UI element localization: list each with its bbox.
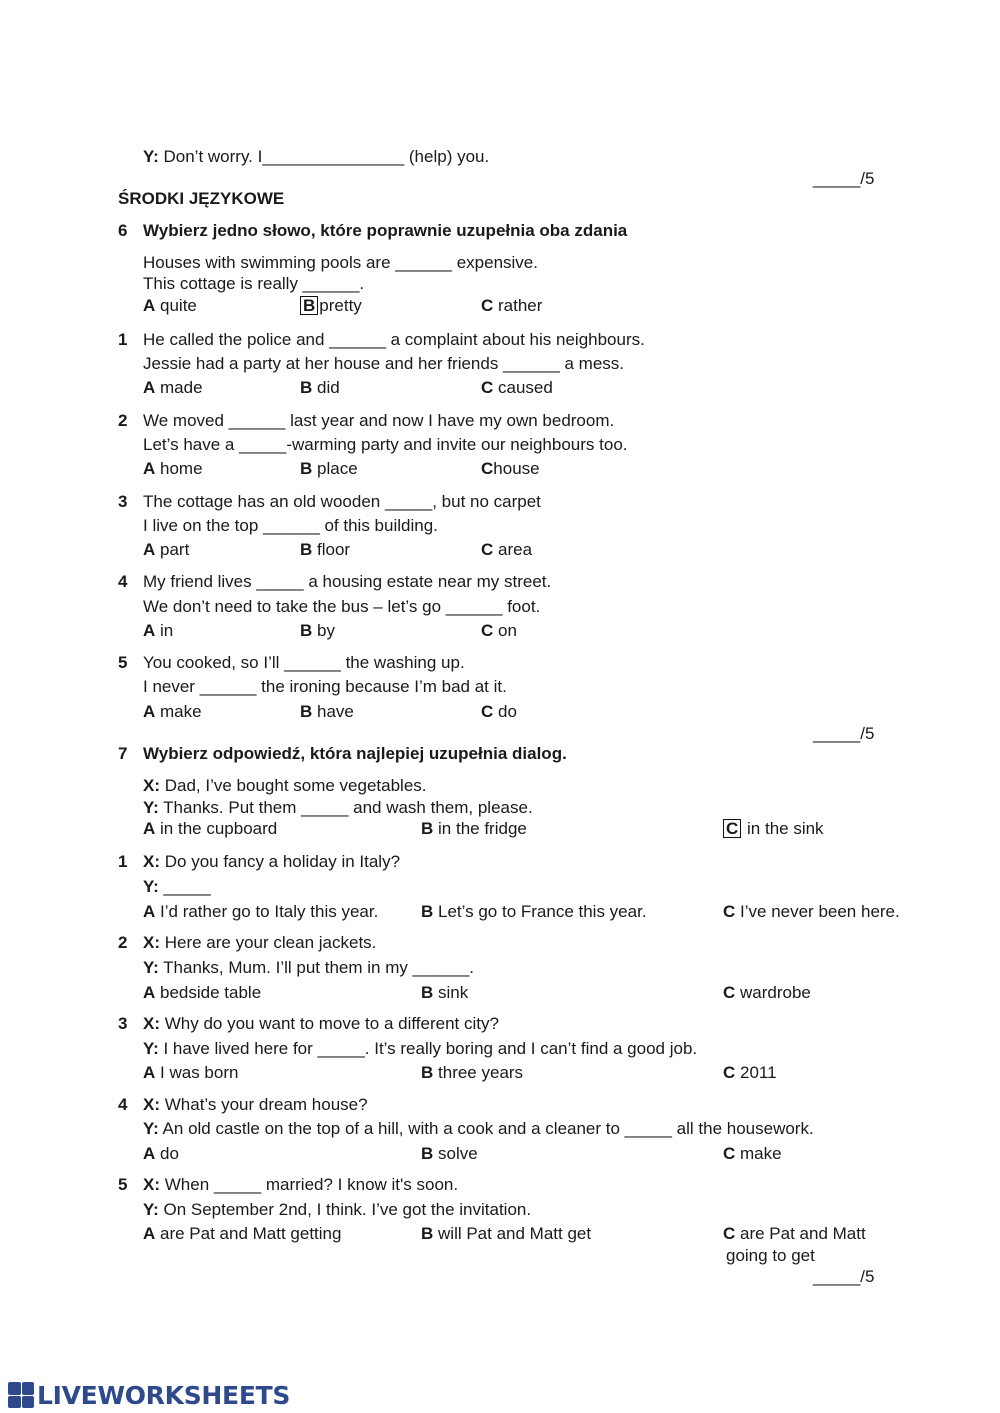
task6-item-line1: He called the police and ______ a complaint about his neighbours.	[143, 330, 645, 349]
task7-option-b[interactable]: B will Pat and Matt get	[421, 1224, 592, 1243]
intro-text: Don’t worry. I_______________ (help) you.	[163, 147, 490, 166]
task7-item-number: 3	[118, 1014, 128, 1033]
task6-option-b[interactable]: B did	[300, 378, 340, 397]
task6-option-c[interactable]: C caused	[481, 378, 553, 397]
task6-instruction: Wybierz jedno słowo, które poprawnie uzupełnia oba zdania	[143, 221, 628, 240]
task6-option-c[interactable]: Chouse	[481, 459, 540, 478]
task7-item-x: X: Why do you want to move to a different city?	[143, 1014, 499, 1033]
task7-item-y: Y: An old castle on the top of a hill, with a cook and a cleaner to _____ all the housework.	[143, 1119, 814, 1138]
task7-item-number: 2	[118, 933, 128, 952]
task7-item-x: X: What’s your dream house?	[143, 1095, 368, 1114]
task6-example-option-b: B pretty	[300, 296, 362, 316]
task6-item-line1: My friend lives _____ a housing estate near my street.	[143, 572, 552, 591]
task7-option-a[interactable]: A are Pat and Matt getting	[143, 1224, 342, 1243]
task7-option-b[interactable]: B Let’s go to France this year.	[421, 902, 647, 921]
task7-option-c-continuation: going to get	[726, 1246, 815, 1265]
task6-item-number: 4	[118, 572, 128, 591]
task7-item-number: 5	[118, 1175, 128, 1194]
task6-item-number: 5	[118, 653, 128, 672]
task7-example-option-a: A in the cupboard	[143, 819, 278, 838]
task6-item-line2: Jessie had a party at her house and her friends ______ a mess.	[143, 354, 625, 373]
task6-item-number: 1	[118, 330, 128, 349]
task7-option-b[interactable]: B sink	[421, 983, 469, 1002]
task7-option-a[interactable]: A do	[143, 1144, 179, 1163]
task6-item-line1: We moved ______ last year and now I have my own bedroom.	[143, 411, 615, 430]
task7-item-y: Y: I have lived here for _____. It’s really boring and I can’t find a good job.	[143, 1039, 698, 1058]
task6-example-line2: This cottage is really ______.	[143, 274, 365, 293]
logo-text: LIVEWORKSHEETS	[37, 1380, 291, 1410]
task6-item-line2: I never ______ the ironing because I’m bad at it.	[143, 677, 507, 696]
task7-item-x: X: When _____ married? I know it's soon.	[143, 1175, 459, 1194]
task7-item-y: Y: On September 2nd, I think. I’ve got the invitation.	[143, 1200, 532, 1219]
task7-option-c[interactable]: C wardrobe	[723, 983, 811, 1002]
task7-item-x: X: Here are your clean jackets.	[143, 933, 377, 952]
task6-option-c[interactable]: C on	[481, 621, 517, 640]
task7-example-y: Y: Thanks. Put them _____ and wash them, please.	[143, 798, 533, 817]
task7-instruction: Wybierz odpowiedź, która najlepiej uzupełnia dialog.	[143, 744, 567, 763]
task7-example-x: X: Dad, I’ve bought some vegetables.	[143, 776, 427, 795]
task6-option-b[interactable]: B by	[300, 621, 335, 640]
task6-option-c[interactable]: C area	[481, 540, 533, 559]
grid-icon	[8, 1382, 34, 1408]
task6-option-a[interactable]: A make	[143, 702, 202, 721]
task7-number: 7	[118, 744, 128, 763]
section-heading: ŚRODKI JĘZYKOWE	[118, 189, 285, 208]
task6-option-a[interactable]: A made	[143, 378, 203, 397]
task7-option-a[interactable]: A I’d rather go to Italy this year.	[143, 902, 379, 921]
selected-answer-box: C	[723, 819, 741, 838]
task6-example-line1: Houses with swimming pools are ______ expensive.	[143, 253, 538, 272]
score-line[interactable]: _____/5	[813, 724, 875, 743]
task7-option-a[interactable]: A I was born	[143, 1063, 239, 1082]
task6-item-line2: I live on the top ______ of this building.	[143, 516, 438, 535]
score-line[interactable]: _____/5	[813, 169, 875, 188]
selected-answer-box: B	[300, 296, 318, 315]
task7-item-y: Y: _____	[143, 877, 211, 896]
task6-item-line2: We don’t need to take the bus – let’s go ______ foot.	[143, 597, 541, 616]
task6-example-option-a: A quite	[143, 296, 197, 315]
task7-option-c[interactable]: C are Pat and Matt	[723, 1224, 866, 1243]
score-line[interactable]: _____/5	[813, 1267, 875, 1286]
task6-item-line1: You cooked, so I’ll ______ the washing up.	[143, 653, 465, 672]
task7-item-number: 4	[118, 1095, 128, 1114]
task6-number: 6	[118, 221, 128, 240]
task7-option-c[interactable]: C I’ve never been here.	[723, 902, 900, 921]
task6-item-line1: The cottage has an old wooden _____, but no carpet	[143, 492, 541, 511]
task7-item-number: 1	[118, 852, 128, 871]
task7-item-y: Y: Thanks, Mum. I’ll put them in my ______.	[143, 958, 475, 977]
task6-example-option-c: C rather	[481, 296, 543, 315]
task6-option-b[interactable]: B place	[300, 459, 358, 478]
task6-option-a[interactable]: A in	[143, 621, 174, 640]
task6-item-number: 2	[118, 411, 128, 430]
task7-option-c[interactable]: C 2011	[723, 1063, 777, 1082]
task6-option-c[interactable]: C do	[481, 702, 517, 721]
liveworksheets-logo[interactable]	[8, 1380, 290, 1410]
task7-item-x: X: Do you fancy a holiday in Italy?	[143, 852, 401, 871]
task6-item-number: 3	[118, 492, 128, 511]
task7-option-a[interactable]: A bedside table	[143, 983, 262, 1002]
task7-option-c[interactable]: C make	[723, 1144, 782, 1163]
task6-item-line2: Let’s have a _____-warming party and invite our neighbours too.	[143, 435, 628, 454]
task7-option-b[interactable]: B solve	[421, 1144, 478, 1163]
task6-option-a[interactable]: A part	[143, 540, 190, 559]
task6-option-a[interactable]: A home	[143, 459, 203, 478]
task6-option-b[interactable]: B have	[300, 702, 354, 721]
task7-option-b[interactable]: B three years	[421, 1063, 524, 1082]
task7-example-option-c: C in the sink	[723, 819, 824, 839]
intro-line: Y: Don’t worry. I_______________ (help) you.	[143, 147, 490, 166]
task6-option-b[interactable]: B floor	[300, 540, 351, 559]
task7-example-option-b: B in the fridge	[421, 819, 527, 838]
